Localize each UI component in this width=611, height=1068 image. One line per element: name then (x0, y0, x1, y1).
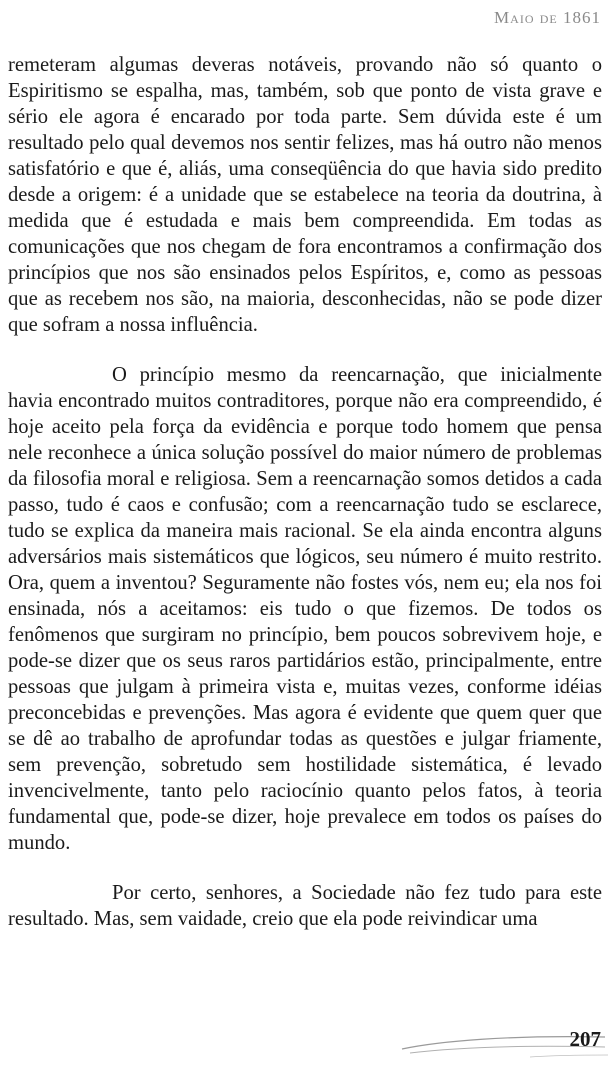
paragraph-3: Por certo, senhores, a Sociedade não fez tudo para este resultado. Mas, sem vaidade, creio que ela pode reivindicar uma (8, 882, 602, 930)
paragraph-1: remeteram algumas deveras notáveis, provando não só quanto o Espiritismo se espalha, mas, também, sob que ponto de vista grave e sério ele agora é encarado por toda parte. Sem dúvida este é um resultado pelo qual devemos nos sentir felizes, mas há outro não menos satisfatório e que é, aliás, uma conseqüência do que havia sido predito desde a origem: é a unidade que se estabelece na teoria da doutrina, à medida que é estudada e mais bem compreendida. Em todas as comunicações que nos chegam de fora encontramos a confirmação dos princípios que nos são ensinados pelos Espíritos, e, como as pessoas que as recebem nos são, na maioria, desconhecidas, não se pode dizer que sofram a nossa influência. (8, 54, 602, 336)
page-number: 207 (569, 1027, 601, 1051)
paragraph-2: O princípio mesmo da reencarnação, que inicialmente havia encontrado muitos contraditores, porque não era compreendido, é hoje aceito pela força da evidência e porque todo homem que pensa nele reconhece a única solução possível do maior número de problemas da filosofia moral e religiosa. Sem a reencarnação somos detidos a cada passo, tudo é caos e confusão; com a reencarnação tudo se esclarece, tudo se explica da maneira mais racional. Se ela ainda encontra alguns adversários mais sistemáticos que lógicos, seu número é muito restrito. Ora, quem a inventou? Seguramente não fostes vós, nem eu; ela nos foi ensinada, nós a aceitamos: eis tudo o que fizemos. De todos os fenômenos que surgiram no princípio, bem poucos sobrevivem hoje, e pode-se dizer que os seus raros partidários estão, principalmente, entre pessoas que julgam à primeira vista e, muitas vezes, conforme idéias preconcebidas e prevenções. Mas agora é evidente que quem quer que se dê ao trabalho de aprofundar todas as questões e julgar friamente, sem prevenção, sobretudo sem hostilidade sistemática, é levado invencivelmente, tanto pelo raciocínio quanto pelos fatos, à teoria fundamental que, pode-se dizer, hoje prevalece em todos os países do mundo. (8, 364, 602, 854)
body-text (8, 52, 602, 932)
running-header: Maio de 1861 (494, 8, 601, 27)
